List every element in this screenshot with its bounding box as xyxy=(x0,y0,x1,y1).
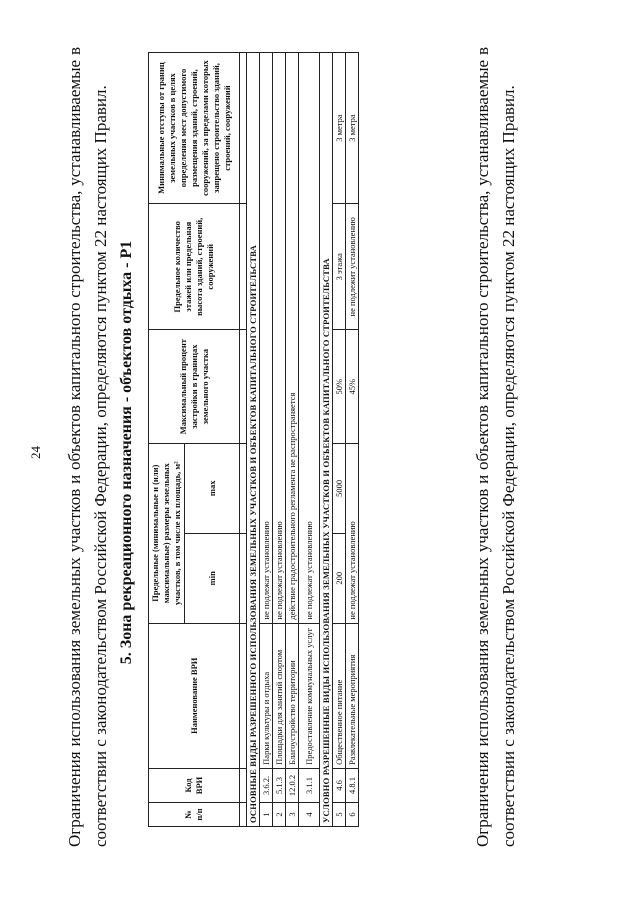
header-max: max xyxy=(185,443,240,533)
header-percent: Максимальный процент застройки в границах земельного участка xyxy=(149,330,240,443)
row-code: 4.8.1 xyxy=(346,768,359,802)
header-size-group: Предельные (минимальные и (или) максимальные) размеры земельных участков, в том числе их площадь, м² xyxy=(149,443,185,623)
header-min: min xyxy=(185,533,240,623)
row-num: 1 xyxy=(260,803,273,827)
row-num: 3 xyxy=(286,803,299,827)
table-row xyxy=(346,53,359,827)
row-name: Парки культуры и отдыха xyxy=(260,623,273,768)
row-note: действие градостроительного регламента не распространяется xyxy=(286,53,299,624)
row-floors: 3 этажа xyxy=(333,204,346,330)
row-name: Предоставление коммунальных услуг xyxy=(299,623,320,768)
row-size: не подлежат установлению xyxy=(346,443,359,623)
row-name: Развлекательные мероприятия xyxy=(346,623,359,768)
header-code: Код ВРИ xyxy=(149,768,240,802)
table-row xyxy=(333,53,346,827)
zone-title: 5. Зона рекреационного назначения - объектов отдыха - Р1 xyxy=(118,240,135,665)
table-row xyxy=(299,53,320,827)
table-row xyxy=(260,53,273,827)
paragraph-line-2: соответствии с законодательством Российской Федерации, определяются пунктом 22 настоящих Правил. xyxy=(499,85,518,847)
section-title-main: ОСНОВНЫЕ ВИДЫ РАЗРЕШЕННОГО ИСПОЛЬЗОВАНИЯ ЗЕМЕЛЬНЫХ УЧАСТКОВ И ОБЪЕКТОВ КАПИТАЛЬНОГО СТРОИТЕЛЬСТВА xyxy=(247,53,260,827)
row-min: 200 xyxy=(333,533,346,623)
row-num: 2 xyxy=(273,803,286,827)
restrictions-paragraph-bottom xyxy=(470,47,522,847)
header-name: Наименование ВРИ xyxy=(149,623,240,768)
row-indent: 3 метра xyxy=(333,53,346,204)
paragraph-line-1: Ограничения использования земельных участков и объектов капитального строительства, устанавливаемые в xyxy=(65,47,84,847)
row-name: Площадки для занятий спортом xyxy=(273,623,286,768)
row-code: 3.1.1 xyxy=(299,768,320,802)
row-indent: 3 метра xyxy=(346,53,359,204)
row-floors: не подлежит установлению xyxy=(346,204,359,330)
table-row xyxy=(286,53,299,827)
table-row xyxy=(273,53,286,827)
paragraph-line-2: соответствии с законодательством Российской Федерации, определяются пунктом 22 настоящих Правил. xyxy=(91,85,110,847)
row-note: не подлежат установлению xyxy=(273,53,286,624)
paragraph-line-1: Ограничения использования земельных участков и объектов капитального строительства, устанавливаемые в xyxy=(473,47,492,847)
row-num: 4 xyxy=(299,803,320,827)
row-code: 12.0.2 xyxy=(286,768,299,802)
restrictions-paragraph-top xyxy=(62,47,114,847)
section-title-conditional: УСЛОВНО РАЗРЕШЕННЫЕ ВИДЫ ИСПОЛЬЗОВАНИЯ ЗЕМЕЛЬНЫХ УЧАСТКОВ И ОБЪЕКТОВ КАПИТАЛЬНОГО СТРОИТЕЛЬСТВА xyxy=(320,53,333,827)
row-code: 4.6 xyxy=(333,768,346,802)
row-percent: 45% xyxy=(346,330,359,443)
header-indent: Минимальные отступы от границ земельных участков в целях определения мест допустимого размещения зданий, строений, сооружений, за пределами которых запрещено строительство зданий, строений, сооружений xyxy=(149,53,240,204)
row-num: 5 xyxy=(333,803,346,827)
page-number: 24 xyxy=(28,446,43,459)
header-num: № п/п xyxy=(149,803,240,827)
row-note: не подлежат установлению xyxy=(299,53,320,624)
row-note: не подлежат установлению xyxy=(260,53,273,624)
row-num: 6 xyxy=(346,803,359,827)
row-name: Благоустройство территории xyxy=(286,623,299,768)
row-code: 5.1.3 xyxy=(273,768,286,802)
row-max: 5000 xyxy=(333,443,346,533)
zoning-table xyxy=(148,52,359,827)
row-name: Общественное питание xyxy=(333,623,346,768)
row-code: 3.6.2. xyxy=(260,768,273,802)
row-percent: 50% xyxy=(333,330,346,443)
header-floors: Предельное количество этажей или предельная высота зданий, строений, сооружений xyxy=(149,204,240,330)
